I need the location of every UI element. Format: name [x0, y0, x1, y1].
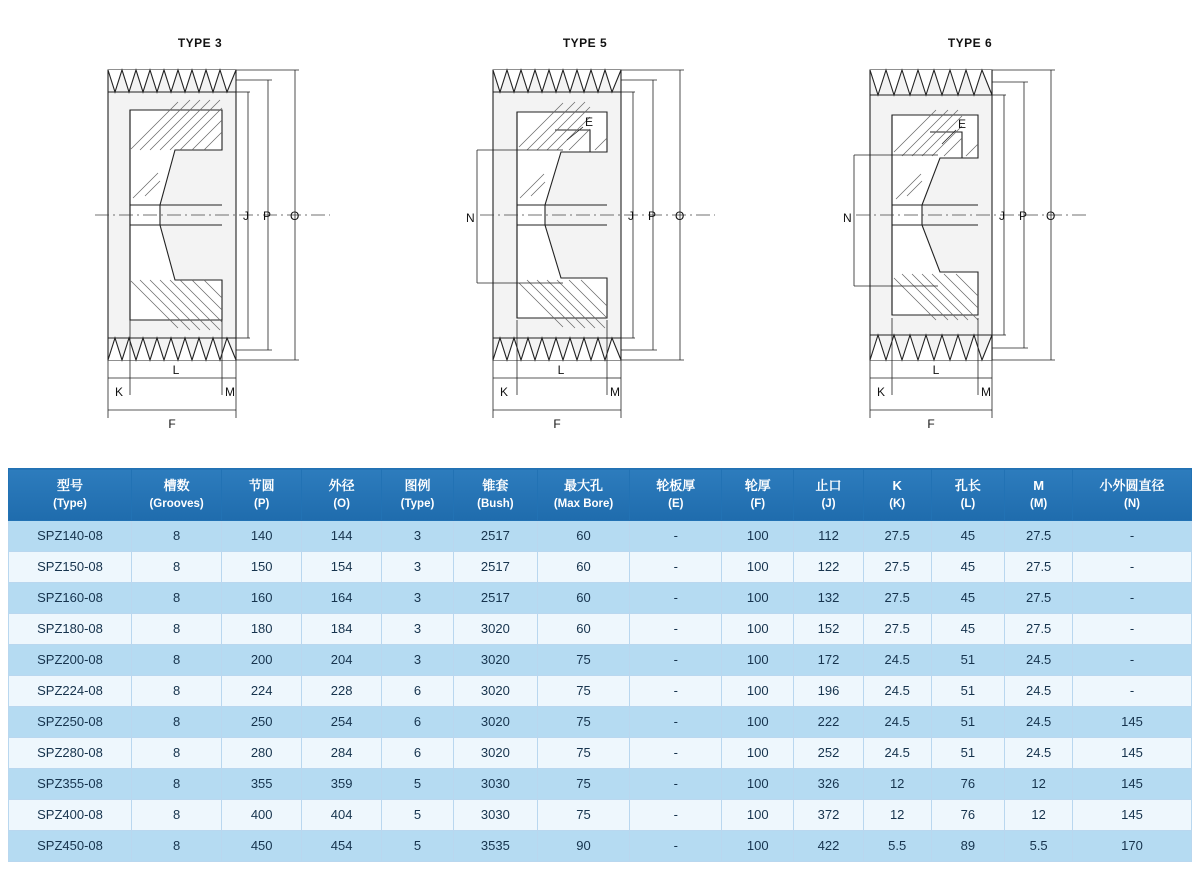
cell-value: 12: [863, 799, 931, 830]
header-cn: 外径: [328, 478, 355, 493]
spec-table-container: [8, 468, 1192, 862]
header-en: (Grooves): [149, 497, 204, 510]
col-header-shoulder: [794, 469, 864, 521]
drawing-type-3: [0, 0, 400, 455]
dim-label-M: M: [225, 385, 235, 399]
cell-value: 112: [794, 520, 864, 551]
cell-value: 145: [1072, 768, 1191, 799]
dim-label-K: K: [114, 385, 124, 399]
cell-value: 180: [222, 613, 302, 644]
cell-value: 75: [537, 644, 629, 675]
cell-value: -: [630, 644, 722, 675]
cell-value: 24.5: [1005, 737, 1073, 768]
cell-value: 76: [931, 768, 1005, 799]
cell-value: 132: [794, 582, 864, 613]
drawing-label-type-3: TYPE 3: [177, 36, 223, 50]
cell-value: 284: [302, 737, 382, 768]
cell-type: SPZ224-08: [9, 675, 132, 706]
header-en: (K): [889, 497, 906, 510]
cell-value: 3030: [453, 768, 537, 799]
header-en: (N): [1124, 497, 1140, 510]
cell-value: 160: [222, 582, 302, 613]
cell-value: -: [1072, 520, 1191, 551]
header-cn: 轮厚: [744, 478, 771, 493]
dim-label-E: E: [585, 115, 594, 129]
dim-label-K: K: [876, 385, 886, 399]
cell-value: 24.5: [863, 737, 931, 768]
dim-label-O: O: [290, 209, 300, 223]
cell-value: -: [630, 582, 722, 613]
col-header-bore-length: [931, 469, 1005, 521]
table-row: [9, 520, 1192, 551]
cell-value: 75: [537, 799, 629, 830]
cell-type: SPZ160-08: [9, 582, 132, 613]
cell-value: 27.5: [863, 551, 931, 582]
header-cn: M: [1033, 478, 1045, 493]
cell-type: SPZ140-08: [9, 520, 132, 551]
cell-value: 228: [302, 675, 382, 706]
cell-value: 254: [302, 706, 382, 737]
cell-type: SPZ355-08: [9, 768, 132, 799]
cell-value: 100: [722, 551, 794, 582]
cell-value: 145: [1072, 799, 1191, 830]
cell-value: 8: [132, 520, 222, 551]
cell-value: 100: [722, 768, 794, 799]
cell-value: 172: [794, 644, 864, 675]
header-cn: 最大孔: [564, 478, 604, 493]
cell-value: 3: [382, 520, 454, 551]
dim-label-F: F: [168, 417, 176, 431]
cell-value: 3: [382, 582, 454, 613]
header-cn: 锥套: [482, 478, 509, 493]
pulley-section-type-6: [770, 0, 1170, 455]
spec-table: [8, 468, 1192, 862]
table-row: [9, 830, 1192, 861]
cell-value: 3535: [453, 830, 537, 861]
cell-value: 45: [931, 551, 1005, 582]
cell-value: 164: [302, 582, 382, 613]
cell-value: 24.5: [1005, 644, 1073, 675]
cell-value: 100: [722, 582, 794, 613]
cell-value: 76: [931, 799, 1005, 830]
cell-value: 3020: [453, 613, 537, 644]
cell-value: -: [1072, 551, 1191, 582]
dim-label-E: E: [958, 117, 967, 131]
header-cn: 轮板厚: [656, 478, 696, 493]
col-header-bush: [453, 469, 537, 521]
cell-value: 144: [302, 520, 382, 551]
cell-value: 60: [537, 551, 629, 582]
cell-value: -: [630, 799, 722, 830]
dim-label-O: O: [675, 209, 685, 223]
table-row: [9, 613, 1192, 644]
cell-value: 145: [1072, 737, 1191, 768]
cell-value: 222: [794, 706, 864, 737]
dim-label-M: M: [981, 385, 991, 399]
cell-value: 100: [722, 830, 794, 861]
cell-value: 2517: [453, 551, 537, 582]
cell-value: 100: [722, 706, 794, 737]
cell-value: 2517: [453, 582, 537, 613]
dim-label-J: J: [243, 209, 249, 223]
header-en: (Bush): [477, 497, 514, 510]
cell-value: 280: [222, 737, 302, 768]
cell-value: 200: [222, 644, 302, 675]
cell-value: 8: [132, 582, 222, 613]
cell-value: 45: [931, 520, 1005, 551]
cell-value: 51: [931, 737, 1005, 768]
cell-value: 122: [794, 551, 864, 582]
header-en: (L): [960, 497, 976, 510]
dim-label-P: P: [1019, 209, 1028, 223]
dim-label-M: M: [610, 385, 620, 399]
spec-table-head: [9, 469, 1192, 521]
header-cn: 孔长: [954, 478, 981, 493]
cell-value: 8: [132, 551, 222, 582]
dim-label-K: K: [499, 385, 509, 399]
cell-value: 5.5: [1005, 830, 1073, 861]
cell-value: 8: [132, 675, 222, 706]
cell-value: 150: [222, 551, 302, 582]
cell-value: 359: [302, 768, 382, 799]
cell-value: -: [630, 706, 722, 737]
cell-value: 100: [722, 613, 794, 644]
cell-value: 100: [722, 799, 794, 830]
col-header-face-width: [722, 469, 794, 521]
cell-value: -: [630, 613, 722, 644]
dim-label-O: O: [1046, 209, 1056, 223]
col-header-web-thickness: [630, 469, 722, 521]
cell-value: 204: [302, 644, 382, 675]
col-header-grooves: [132, 469, 222, 521]
cell-value: 400: [222, 799, 302, 830]
col-header-k: [863, 469, 931, 521]
header-cn: 节圆: [248, 478, 275, 493]
table-row: [9, 799, 1192, 830]
cell-value: 140: [222, 520, 302, 551]
cell-value: 355: [222, 768, 302, 799]
cell-value: 12: [863, 768, 931, 799]
cell-value: 252: [794, 737, 864, 768]
cell-value: -: [630, 520, 722, 551]
table-row: [9, 737, 1192, 768]
cell-value: 3020: [453, 644, 537, 675]
cell-value: 5: [382, 830, 454, 861]
cell-value: 8: [132, 613, 222, 644]
cell-value: 5: [382, 799, 454, 830]
cell-value: 3: [382, 551, 454, 582]
header-cn: 小外圆直径: [1099, 478, 1165, 493]
cell-type: SPZ200-08: [9, 644, 132, 675]
col-header-small-outer-diameter: [1072, 469, 1191, 521]
cell-value: 24.5: [1005, 675, 1073, 706]
cell-value: 224: [222, 675, 302, 706]
cell-value: 90: [537, 830, 629, 861]
cell-value: 45: [931, 613, 1005, 644]
cell-value: 60: [537, 613, 629, 644]
cell-value: -: [1072, 613, 1191, 644]
header-cn: 止口: [815, 478, 842, 493]
header-en: (Type): [53, 497, 87, 510]
header-en: (E): [668, 497, 684, 510]
header-en: (Type): [400, 497, 435, 510]
cell-value: 3: [382, 613, 454, 644]
col-header-type: [9, 469, 132, 521]
cell-value: 75: [537, 706, 629, 737]
header-en: (M): [1030, 497, 1048, 510]
dim-label-N: N: [466, 211, 475, 225]
cell-value: 75: [537, 737, 629, 768]
drawing-type-6: [770, 0, 1170, 455]
dim-label-P: P: [263, 209, 272, 223]
cell-value: 27.5: [1005, 551, 1073, 582]
header-row: [9, 469, 1192, 521]
header-en: (O): [333, 497, 350, 510]
header-cn: 槽数: [163, 478, 190, 493]
cell-value: 3020: [453, 706, 537, 737]
cell-value: 100: [722, 675, 794, 706]
cell-value: 8: [132, 799, 222, 830]
header-cn: 图例: [404, 478, 431, 493]
table-row: [9, 675, 1192, 706]
cell-value: 75: [537, 768, 629, 799]
table-row: [9, 582, 1192, 613]
header-en: (F): [750, 497, 766, 510]
cell-value: 326: [794, 768, 864, 799]
cell-value: 27.5: [863, 520, 931, 551]
cell-value: 27.5: [863, 582, 931, 613]
cell-value: 24.5: [863, 675, 931, 706]
cell-value: 12: [1005, 768, 1073, 799]
cell-value: -: [1072, 675, 1191, 706]
cell-type: SPZ250-08: [9, 706, 132, 737]
cell-value: 12: [1005, 799, 1073, 830]
cell-value: 2517: [453, 520, 537, 551]
dim-label-F: F: [553, 417, 561, 431]
cell-value: 100: [722, 520, 794, 551]
cell-value: 250: [222, 706, 302, 737]
cell-type: SPZ180-08: [9, 613, 132, 644]
cell-value: 372: [794, 799, 864, 830]
cell-value: 8: [132, 737, 222, 768]
header-cn: 型号: [56, 478, 83, 493]
header-en: (P): [254, 497, 270, 510]
col-header-outer-diameter: [302, 469, 382, 521]
dim-label-P: P: [648, 209, 657, 223]
drawing-label-type-5: TYPE 5: [562, 36, 608, 50]
cell-value: 51: [931, 675, 1005, 706]
cell-type: SPZ400-08: [9, 799, 132, 830]
dim-label-L: L: [557, 363, 565, 377]
cell-value: 8: [132, 644, 222, 675]
cell-value: 24.5: [863, 706, 931, 737]
cell-type: SPZ150-08: [9, 551, 132, 582]
cell-value: 100: [722, 644, 794, 675]
pulley-section-type-3: [0, 0, 400, 455]
cell-value: 27.5: [1005, 613, 1073, 644]
col-header-m: [1005, 469, 1073, 521]
cell-value: 27.5: [1005, 582, 1073, 613]
cell-value: 5: [382, 768, 454, 799]
header-cn: K: [892, 478, 902, 493]
cell-value: 24.5: [1005, 706, 1073, 737]
cell-value: 8: [132, 768, 222, 799]
header-en: (J): [821, 497, 836, 510]
cell-value: -: [630, 551, 722, 582]
cell-value: 27.5: [863, 613, 931, 644]
cell-type: SPZ450-08: [9, 830, 132, 861]
cell-value: -: [630, 737, 722, 768]
cell-value: 60: [537, 520, 629, 551]
cell-value: 3030: [453, 799, 537, 830]
cell-value: 27.5: [1005, 520, 1073, 551]
cell-value: 89: [931, 830, 1005, 861]
cell-value: 8: [132, 830, 222, 861]
dim-label-F: F: [927, 417, 935, 431]
cell-value: -: [630, 830, 722, 861]
drawing-label-type-6: TYPE 6: [947, 36, 993, 50]
cell-value: 152: [794, 613, 864, 644]
pulley-section-type-5: [385, 0, 785, 455]
cell-value: 170: [1072, 830, 1191, 861]
dim-label-L: L: [172, 363, 180, 377]
col-header-pitch-diameter: [222, 469, 302, 521]
cell-value: 6: [382, 706, 454, 737]
cell-value: 450: [222, 830, 302, 861]
dim-label-N: N: [843, 211, 852, 225]
cell-value: -: [1072, 582, 1191, 613]
drawing-type-5: [385, 0, 785, 455]
cell-value: 184: [302, 613, 382, 644]
cell-value: 3020: [453, 675, 537, 706]
cell-value: 51: [931, 706, 1005, 737]
cell-value: 5.5: [863, 830, 931, 861]
cell-value: 51: [931, 644, 1005, 675]
dim-label-J: J: [628, 209, 634, 223]
dim-label-J: J: [999, 209, 1005, 223]
cell-value: 196: [794, 675, 864, 706]
cell-value: -: [1072, 644, 1191, 675]
spec-table-body: [9, 520, 1192, 861]
dim-label-L: L: [932, 363, 940, 377]
header-en: (Max Bore): [553, 497, 614, 510]
table-row: [9, 768, 1192, 799]
col-header-max-bore: [537, 469, 629, 521]
table-row: [9, 644, 1192, 675]
cell-value: 6: [382, 675, 454, 706]
cell-value: 3: [382, 644, 454, 675]
cell-value: 60: [537, 582, 629, 613]
cell-value: -: [630, 768, 722, 799]
cell-value: 100: [722, 737, 794, 768]
cell-value: 8: [132, 706, 222, 737]
cell-value: 24.5: [863, 644, 931, 675]
cell-value: 454: [302, 830, 382, 861]
cell-value: 3020: [453, 737, 537, 768]
cell-value: 75: [537, 675, 629, 706]
cell-value: 422: [794, 830, 864, 861]
cell-value: 145: [1072, 706, 1191, 737]
col-header-drawing-type: [382, 469, 454, 521]
cell-value: 404: [302, 799, 382, 830]
cell-value: 6: [382, 737, 454, 768]
cell-type: SPZ280-08: [9, 737, 132, 768]
table-row: [9, 706, 1192, 737]
cell-value: 45: [931, 582, 1005, 613]
table-row: [9, 551, 1192, 582]
cell-value: -: [630, 675, 722, 706]
cell-value: 154: [302, 551, 382, 582]
